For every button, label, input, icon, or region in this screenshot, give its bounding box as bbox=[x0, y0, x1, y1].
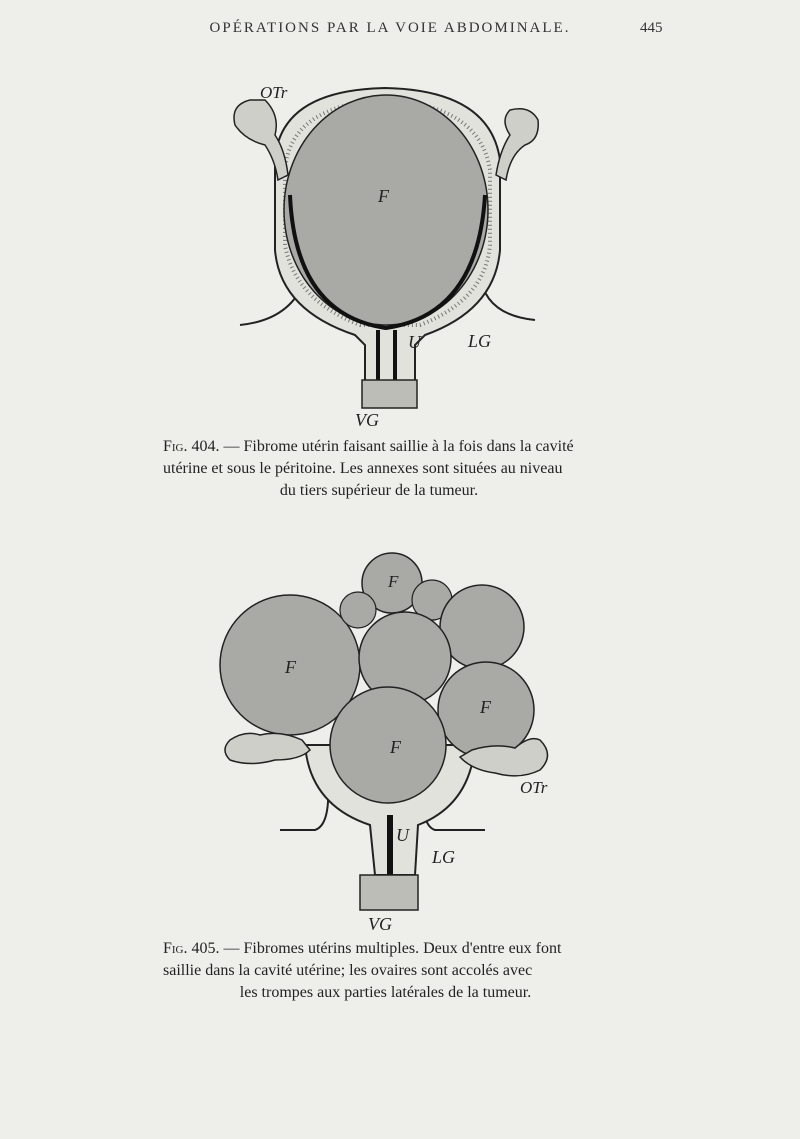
label-f-right: F bbox=[480, 697, 491, 717]
label-otr: OTr bbox=[520, 778, 548, 797]
figure-405-caption bbox=[163, 938, 608, 1004]
label-f-center: F bbox=[390, 737, 401, 757]
label-lg: LG bbox=[432, 847, 456, 867]
caption-405-line-3: les trompes aux parties latérales de la tumeur. bbox=[239, 984, 532, 1001]
caption-405-line-2: saillie dans la cavité utérine; les ovaires sont accolés avec bbox=[163, 962, 533, 979]
label-lg: LG bbox=[468, 331, 492, 351]
caption-404-line-2: utérine et sous le péritoine. Les annexes sont situées au niveau bbox=[163, 460, 563, 477]
label-u: U bbox=[396, 825, 409, 845]
fibroid-small-1 bbox=[340, 592, 376, 628]
figure-404-illustration bbox=[210, 80, 540, 430]
caption-405-text-1: — Fibromes utérins multiples. Deux d'entre eux font bbox=[219, 940, 562, 957]
caption-404-number: Fig. 404. bbox=[163, 438, 220, 455]
label-u: U bbox=[408, 332, 421, 352]
fibroid-right-upper bbox=[440, 585, 524, 669]
vagina-section bbox=[360, 875, 418, 910]
label-vg: VG bbox=[355, 410, 379, 430]
label-otr: OTr bbox=[260, 83, 288, 102]
figure-404-caption bbox=[163, 436, 595, 502]
page-number: 445 bbox=[640, 20, 663, 36]
left-adnexa bbox=[225, 733, 310, 763]
caption-405-number: Fig. 405. bbox=[163, 940, 220, 957]
running-title: OPÉRATIONS PAR LA VOIE ABDOMINALE. bbox=[209, 20, 571, 36]
fibroid-bottom bbox=[330, 687, 446, 803]
caption-405-line-1 bbox=[163, 938, 608, 960]
label-f-left: F bbox=[285, 657, 296, 677]
figure-405-illustration bbox=[210, 545, 570, 940]
caption-404-text-1: — Fibrome utérin faisant saillie à la fois dans la cavité bbox=[219, 438, 574, 455]
right-adnexa bbox=[496, 109, 538, 180]
label-vg: VG bbox=[368, 914, 392, 934]
figure-404-drawing bbox=[210, 80, 540, 430]
caption-404-line-3: du tiers supérieur de la tumeur. bbox=[279, 482, 479, 499]
caption-404-line-1 bbox=[163, 436, 595, 458]
label-f-top: F bbox=[388, 572, 399, 591]
vagina-section bbox=[362, 380, 417, 408]
label-f: F bbox=[378, 186, 389, 206]
figure-405-drawing bbox=[210, 545, 570, 940]
